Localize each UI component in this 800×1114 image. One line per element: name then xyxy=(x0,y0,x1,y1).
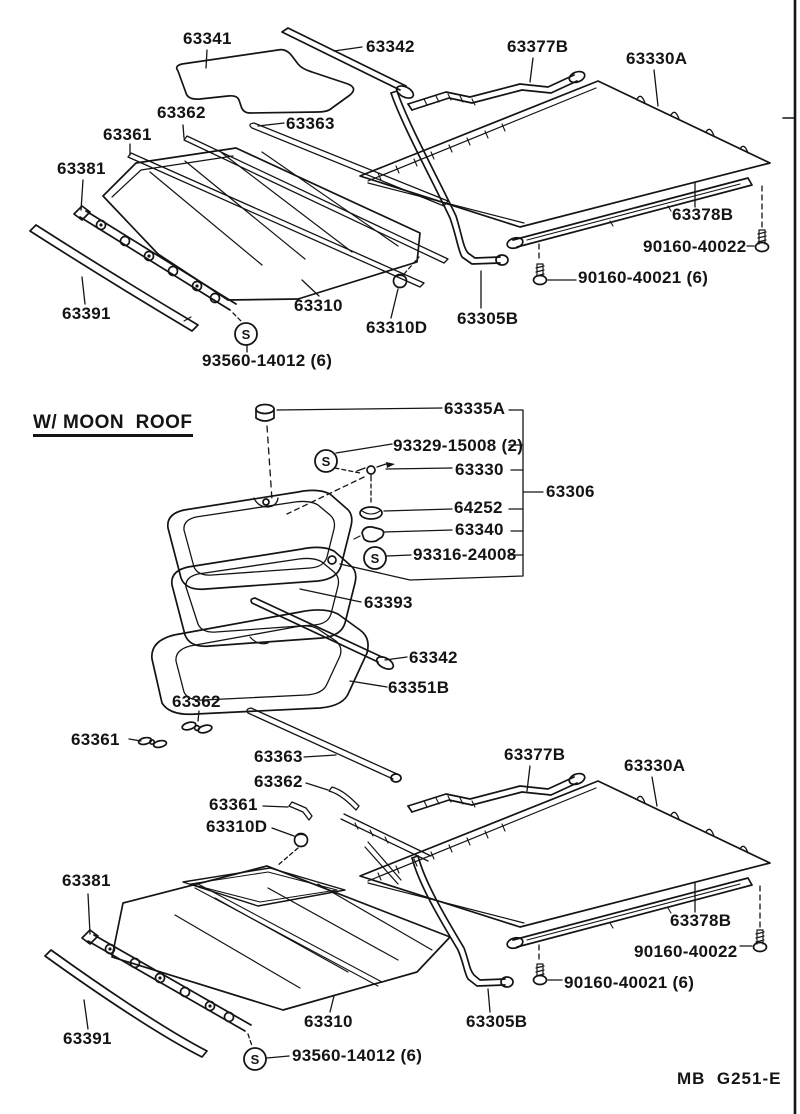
screw-90160-40022-top xyxy=(747,186,769,252)
screw-90160-40021-moonroof xyxy=(534,945,563,985)
part-label-93316: 93316-24008 xyxy=(413,545,517,564)
part-label-63305b: 63305B xyxy=(457,309,519,328)
clip-63361-moonroof-left xyxy=(129,737,167,749)
part-label-63362: 63362 xyxy=(157,103,206,122)
s-symbol: S xyxy=(370,551,380,566)
part-label-63330: 63330 xyxy=(455,460,504,479)
part-label-90160-40022: 90160-40022 xyxy=(643,237,747,256)
part-label-63351b: 63351B xyxy=(388,678,450,697)
part-label-63340: 63340 xyxy=(455,520,504,539)
windshield-molding-63391-top xyxy=(30,225,198,331)
screw-90160-40021-top xyxy=(534,244,577,285)
part-label-63342: 63342 xyxy=(366,37,415,56)
washer-64252 xyxy=(360,507,452,519)
s-symbol: S xyxy=(241,327,251,342)
s-symbol: S xyxy=(250,1052,260,1067)
part-label-63362-a: 63362 xyxy=(172,692,221,711)
part-label-63310-mr: 63310 xyxy=(304,1012,353,1031)
part-label-63381-mr: 63381 xyxy=(62,871,111,890)
part-label-63377b-mr: 63377B xyxy=(504,745,566,764)
s-screw-symbol-93329 xyxy=(315,444,392,473)
front-trim-rail-63377b xyxy=(408,58,586,110)
clip-63361-moonroof-right xyxy=(263,802,312,820)
part-label-64252: 64252 xyxy=(454,498,503,517)
part-label-63381: 63381 xyxy=(57,159,106,178)
part-label-63305b-mr: 63305B xyxy=(466,1012,528,1031)
front-trim-rail-63377b-moonroof xyxy=(408,766,586,812)
front-header-clip-rail-63381-moonroof xyxy=(82,894,252,1046)
grommet-63310d-moonroof xyxy=(272,828,308,866)
clip-63340 xyxy=(354,527,452,542)
part-label-63310d: 63310D xyxy=(366,318,428,337)
part-label-63342-mr: 63342 xyxy=(409,648,458,667)
part-label-63363-mr: 63363 xyxy=(254,747,303,766)
s-screw-symbol-moonroof xyxy=(244,1048,289,1070)
part-label-93560: 93560-14012 (6) xyxy=(202,351,333,370)
part-label-63361-b: 63361 xyxy=(209,795,258,814)
part-label-63330a-mr: 63330A xyxy=(624,756,686,775)
moonroof-section-title: W/ MOON ROOF xyxy=(33,414,193,437)
part-label-63393: 63393 xyxy=(364,593,413,612)
center-channel-63305b-moonroof xyxy=(412,856,513,1012)
roof-headlining-63330a-moonroof xyxy=(360,777,770,927)
part-label-63310: 63310 xyxy=(294,296,343,315)
roof-headlining-63330a xyxy=(360,70,770,227)
page-code: MB G251-E xyxy=(677,1069,782,1088)
part-label-63378b: 63378B xyxy=(672,205,734,224)
part-label-63335a: 63335A xyxy=(444,399,506,418)
part-label-63391: 63391 xyxy=(62,304,111,323)
part-label-63310d-mr: 63310D xyxy=(206,817,268,836)
part-label-90160-40022-mr: 90160-40022 xyxy=(634,942,738,961)
part-label-63391-mr: 63391 xyxy=(63,1029,112,1048)
s-screw-symbol-top xyxy=(235,323,257,352)
part-label-93560-mr: 93560-14012 (6) xyxy=(292,1046,423,1065)
part-label-63361-a: 63361 xyxy=(71,730,120,749)
page-edge-border xyxy=(783,0,795,1114)
part-label-90160-40021-mr: 90160-40021 (6) xyxy=(564,973,695,992)
part-label-63363: 63363 xyxy=(286,114,335,133)
part-label-93329: 93329-15008 (2) xyxy=(393,436,524,455)
screw-90160-40022-moonroof xyxy=(740,886,767,952)
part-label-63378b-mr: 63378B xyxy=(670,911,732,930)
part-label-63362-b: 63362 xyxy=(254,772,303,791)
part-label-63377b: 63377B xyxy=(507,37,569,56)
part-label-63361: 63361 xyxy=(103,125,152,144)
part-label-90160-40021: 90160-40021 (6) xyxy=(578,268,709,287)
s-symbol: S xyxy=(321,454,331,469)
bow-strip-63363-moonroof xyxy=(247,708,401,782)
s-screw-symbol-93316 xyxy=(364,547,411,569)
part-label-63330a: 63330A xyxy=(626,49,688,68)
strip-63362-moonroof-right xyxy=(306,783,359,810)
part-label-63306: 63306 xyxy=(546,482,595,501)
part-label-63341: 63341 xyxy=(183,29,232,48)
